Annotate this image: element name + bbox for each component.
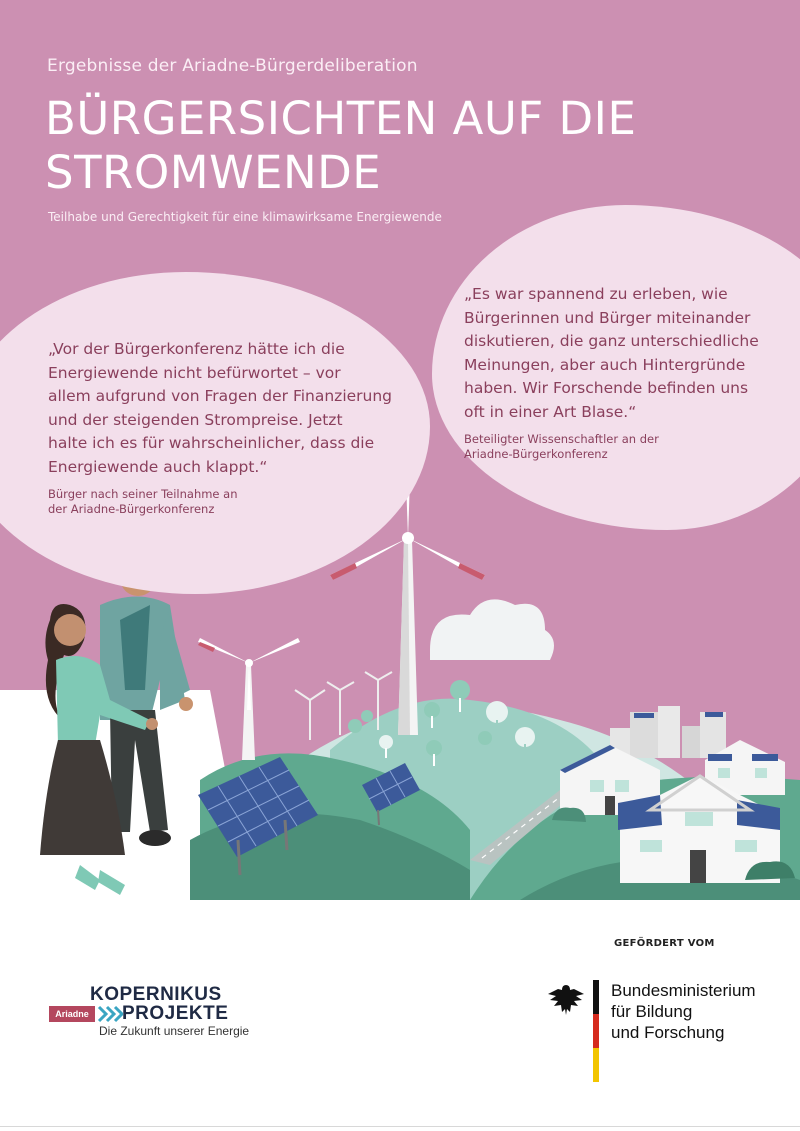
title-line-2: STROMWENDE [45,146,382,199]
logo-ariadne-tag: Ariadne [49,1006,95,1022]
chevrons-icon [97,1005,123,1023]
quote-line: haben. Wir Forschende befinden uns [464,379,749,397]
federal-eagle-icon [546,982,586,1018]
quote-line: diskutieren, die ganz unterschiedliche [464,332,759,350]
quote-line: halte ich es für wahrscheinlicher, dass die [48,434,375,452]
logo-kopernikus-text: KOPERNIKUS [90,984,222,1005]
quote-right-attribution [464,432,724,462]
page-divider [0,1126,800,1127]
page-title [45,92,745,200]
title-line-1: BÜRGERSICHTEN AUF DIE [45,92,637,145]
ministry-name [611,980,756,1043]
cloud-icon [430,599,554,660]
quote-left [48,338,418,479]
page-subtitle: Teilhabe und Gerechtigkeit für eine klimawirksame Energiewende [48,210,442,224]
logo-tagline: Die Zukunft unserer Energie [99,1024,250,1038]
wind-turbine-icon [295,672,392,740]
quote-line: allem aufgrund von Fragen der Finanzierung [48,387,393,405]
quote-line: „Vor der Bürgerkonferenz hätte ich die [48,340,345,358]
quote-line: und der steigenden Strompreise. Jetzt [48,410,343,429]
logo-projekte-text: PROJEKTE [122,1003,229,1024]
quote-left-attribution [48,487,308,517]
city-buildings [610,706,726,758]
ministry-line: und Forschung [611,1023,725,1042]
funded-by-label: GEFÖRDERT VOM [614,938,715,949]
quote-right [464,283,764,424]
attribution-line: Beteiligter Wissenschaftler an der [464,432,659,446]
quote-line: Energiewende nicht befürwortet – vor [48,363,341,382]
ministry-line: für Bildung [611,1002,693,1021]
attribution-line: der Ariadne-Bürgerkonferenz [48,502,215,516]
quote-line: Meinungen, aber auch Hintergründe [464,355,746,374]
quote-line: Bürgerinnen und Bürger miteinander [464,308,751,327]
ministry-line: Bundesministerium [611,981,756,1000]
german-flag-bar [593,980,599,1082]
attribution-line: Ariadne-Bürgerkonferenz [464,447,608,461]
quote-line: oft in einer Art Blase.“ [464,402,637,421]
kicker-text: Ergebnisse der Ariadne-Bürgerdeliberation [47,56,418,76]
attribution-line: Bürger nach seiner Teilnahme an [48,487,238,501]
quote-line: „Es war spannend zu erleben, wie [464,285,728,303]
quote-line: Energiewende auch klappt.“ [48,457,268,476]
